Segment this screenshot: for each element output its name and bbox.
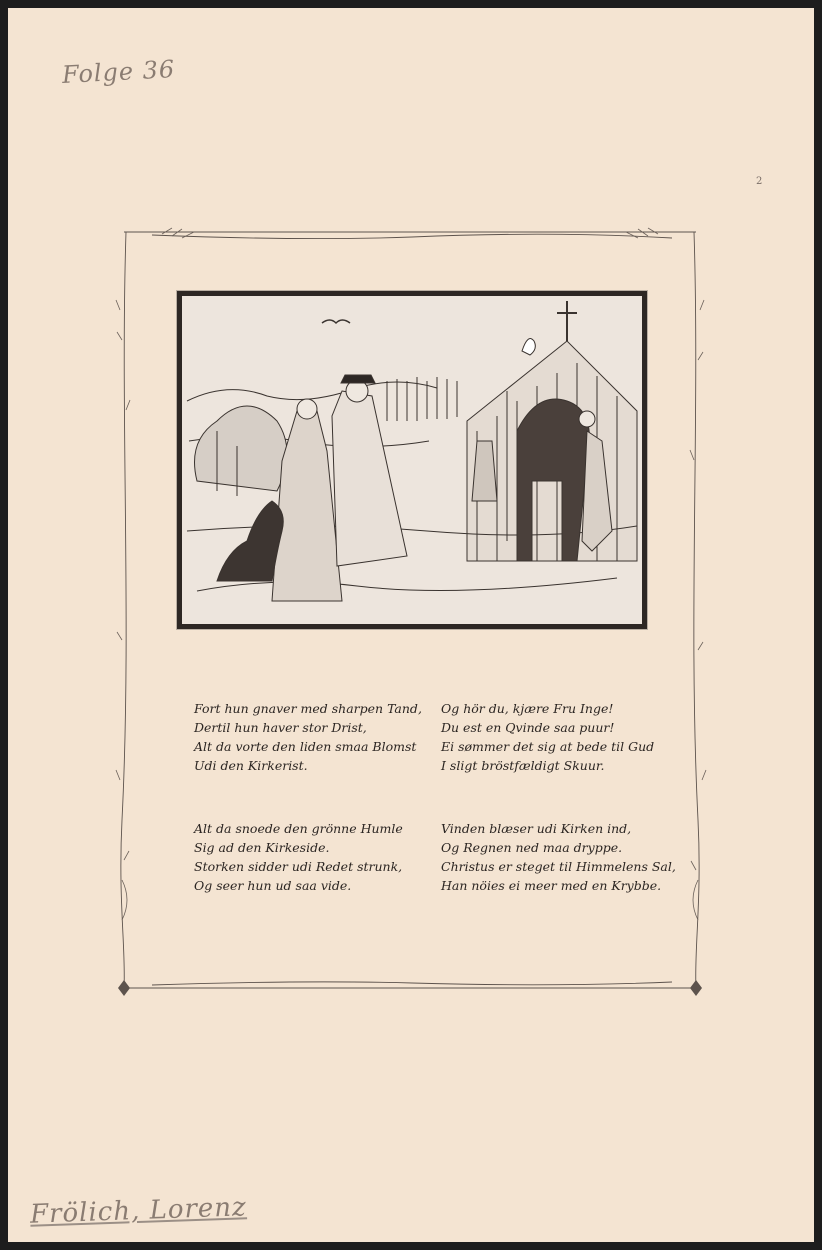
- page-number: 2: [756, 176, 763, 187]
- engraving-illustration: [176, 290, 648, 630]
- verse-line: Storken sidder udi Redet strunk,: [194, 859, 403, 874]
- verse-line: Ei sømmer det sig at bede til Gud: [441, 739, 655, 754]
- stanza-4: [441, 819, 676, 895]
- verse-line: Sig ad den Kirkeside.: [194, 840, 330, 855]
- verse-line: Alt da vorte den liden smaa Blomst: [194, 739, 417, 754]
- verse-line: Og Regnen ned maa dryppe.: [441, 840, 623, 855]
- verse-line: Udi den Kirkerist.: [194, 758, 308, 773]
- verse-line: I sligt bröstfældigt Skuur.: [441, 758, 605, 773]
- verse-line: Fort hun gnaver med sharpen Tand,: [194, 701, 422, 716]
- artist-signature: Frölich, Lorenz: [29, 1192, 248, 1230]
- verse-line: Christus er steget til Himmelens Sal,: [441, 859, 676, 874]
- archive-number-annotation: Folge 36: [61, 55, 176, 89]
- verse-line: Han nöies ei meer med en Krybbe.: [441, 878, 662, 893]
- stanza-1: [194, 699, 422, 775]
- verse-line: Vinden blæser udi Kirken ind,: [441, 821, 632, 836]
- corner-diamond-icon: [690, 980, 702, 996]
- verse-line: Du est en Qvinde saa puur!: [441, 720, 615, 735]
- verse-line: Dertil hun haver stor Drist,: [194, 720, 367, 735]
- verse-line: Alt da snoede den grönne Humle: [194, 821, 403, 836]
- stanza-3: [194, 819, 403, 895]
- stanza-2: [441, 699, 654, 775]
- corner-diamond-icon: [118, 980, 130, 996]
- verse-line: Og seer hun ud saa vide.: [194, 878, 352, 893]
- verse-line: Og hör du, kjære Fru Inge!: [441, 701, 614, 716]
